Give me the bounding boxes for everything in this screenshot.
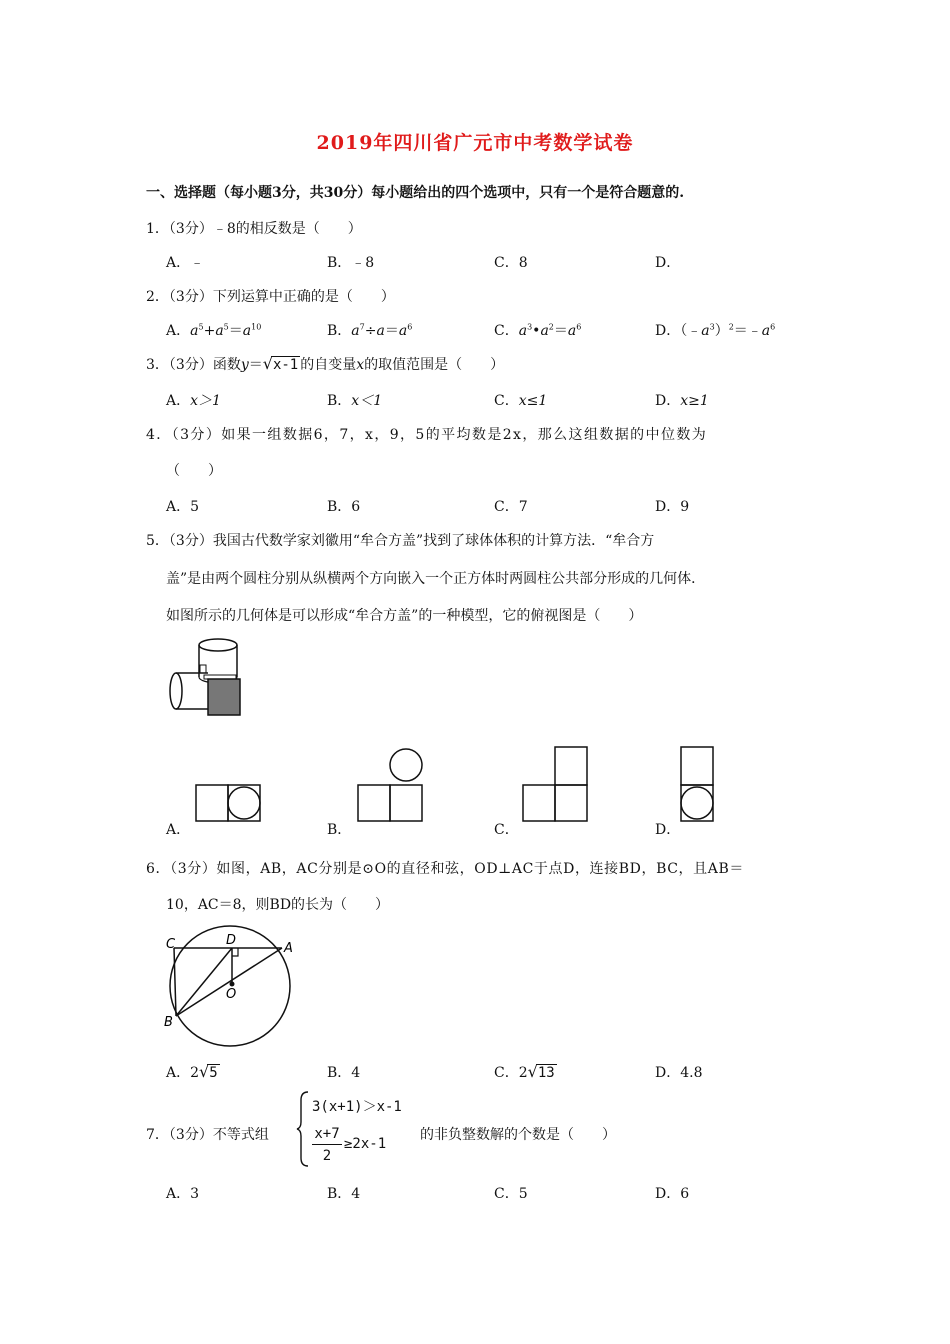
q4-option-a: A．5 (166, 499, 200, 515)
q6-option-d: D．4.8 (655, 1065, 703, 1081)
q4-option-b: B．6 (327, 499, 361, 515)
q2-option-a-label: A． (166, 323, 191, 339)
q1-option-a: A．﹣ (166, 255, 205, 271)
q5-option-d: D． (655, 822, 681, 838)
q1-option-c: C．8 (494, 255, 528, 271)
q3-stem: 3．（3分）函数y＝√x-1 的自变量x的取值范围是（ ） (146, 354, 505, 373)
q5-model-figure (160, 635, 250, 720)
q7-stem-post: 的非负整数解的个数是（ ） (420, 1127, 616, 1143)
q3-option-d: D．x≥1 (655, 393, 709, 409)
q2-option-d-label: D． (655, 323, 681, 339)
q6-label-d: D (226, 933, 237, 948)
q3-var-x: x (356, 357, 365, 373)
q1-option-b: B．﹣8 (327, 255, 375, 271)
q5-option-a-figure (195, 784, 263, 822)
q3-option-b-text: x＜1 (351, 393, 383, 409)
q3-option-b: B．x＜1 (327, 393, 383, 409)
q7-ineq2-rhs: ≥2x-1 (344, 1136, 387, 1152)
q7-stem-pre: 7．（3分）不等式组 (146, 1127, 269, 1143)
q3-radicand: x-1 (272, 357, 299, 373)
q7-option-b: B．4 (327, 1186, 361, 1202)
q4-stem-line1: 4．（3分）如果一组数据6，7，x，9，5的平均数是2x，那么这组数据的中位数为 (146, 427, 708, 443)
q3-option-a: A．x＞1 (166, 393, 221, 409)
q6-option-c-radicand: 13 (537, 1065, 555, 1081)
section-heading: 一、选择题（每小题3分，共30分）每小题给出的四个选项中，只有一个是符合题意的. (146, 185, 685, 201)
q6-label-o: O (226, 987, 237, 1002)
q6-label-c: C (166, 937, 176, 952)
q6-option-b: B．4 (327, 1065, 361, 1081)
q7-option-c: C．5 (494, 1186, 528, 1202)
q2-option-c: C．$a^3•a^2=a^6$ (494, 322, 582, 339)
q1-stem: 1．（3分）﹣8的相反数是（ ） (146, 221, 362, 237)
q2-stem: 2．（3分）下列运算中正确的是（ ） (146, 289, 395, 305)
q7-fraction-bar (312, 1144, 342, 1145)
q5-stem-line1: 5．（3分）我国古代数学家刘徽用“牟合方盖”找到了球体体积的计算方法．“牟合方 (146, 533, 655, 549)
q6-label-a: A (284, 941, 293, 956)
q6-label-b: B (164, 1015, 173, 1030)
q6-option-a-radicand: 5 (209, 1065, 218, 1081)
q5-option-b-figure (357, 746, 425, 822)
q7-ineq2-den: 2 (322, 1148, 332, 1164)
q2-option-d: D．$(﹣a^3)^2=﹣a^6$ (655, 322, 776, 339)
q2-option-a: A．$a^5+a^5=a^{10}$ (166, 322, 262, 339)
q3-option-c-text: x≤1 (518, 393, 548, 409)
q3-eq: ＝ (248, 357, 263, 373)
q7-option-d: D．6 (655, 1186, 690, 1202)
q7-ineq2-num: x+7 (314, 1126, 340, 1142)
q5-option-c-figure (522, 746, 590, 822)
q3-option-a-text: x＞1 (190, 393, 221, 409)
q4-option-c: C．7 (494, 499, 528, 515)
q3-stem-end: 的取值范围是（ ） (364, 357, 505, 373)
q5-option-a: A． (166, 822, 191, 838)
q4-option-d: D．9 (655, 499, 690, 515)
q6-option-c: C．2√13 (494, 1062, 555, 1081)
q1-option-d: D． (655, 255, 681, 271)
q3-stem-pre: 3．（3分）函数 (146, 357, 241, 373)
q6-stem-line2: 10，AC＝8，则BD的长为（ ） (166, 897, 390, 913)
q7-ineq1: 3(x+1)＞x-1 (312, 1099, 402, 1115)
q6-option-c-pre: C．2 (494, 1065, 528, 1081)
q6-circle-figure (160, 930, 300, 1030)
q6-option-a: A．2√5 (166, 1062, 218, 1081)
q7-brace (296, 1090, 310, 1168)
q6-stem-line1: 6．（3分）如图，AB，AC分别是⊙O的直径和弦，OD⊥AC于点D，连接BD，BC，且AB＝ (146, 861, 744, 877)
q5-stem-line2: 盖”是由两个圆柱分别从纵横两个方向嵌入一个正方体时两圆柱公共部分形成的几何体． (166, 571, 706, 587)
page-title: 2019年四川省广元市中考数学试卷 (316, 132, 634, 154)
q3-stem-post: 的自变量 (300, 357, 357, 373)
q5-option-c: C． (494, 822, 519, 838)
q6-option-a-pre: A．2 (166, 1065, 200, 1081)
q5-stem-line3: 如图所示的几何体是可以形成“牟合方盖”的一种模型，它的俯视图是（ ） (166, 608, 643, 624)
q4-stem-line2: （ ） (166, 463, 222, 479)
q5-option-b: B． (327, 822, 352, 838)
q3-var-y: y (240, 357, 249, 373)
q7-option-a: A．3 (166, 1186, 200, 1202)
q2-option-c-label: C． (494, 323, 519, 339)
q5-option-d-figure (680, 746, 716, 822)
q2-option-b-label: B． (327, 323, 352, 339)
q3-option-d-text: x≥1 (680, 393, 709, 409)
q2-option-b: B．$a^7\div a=a^6$ (327, 322, 413, 339)
q3-option-c: C．x≤1 (494, 393, 548, 409)
